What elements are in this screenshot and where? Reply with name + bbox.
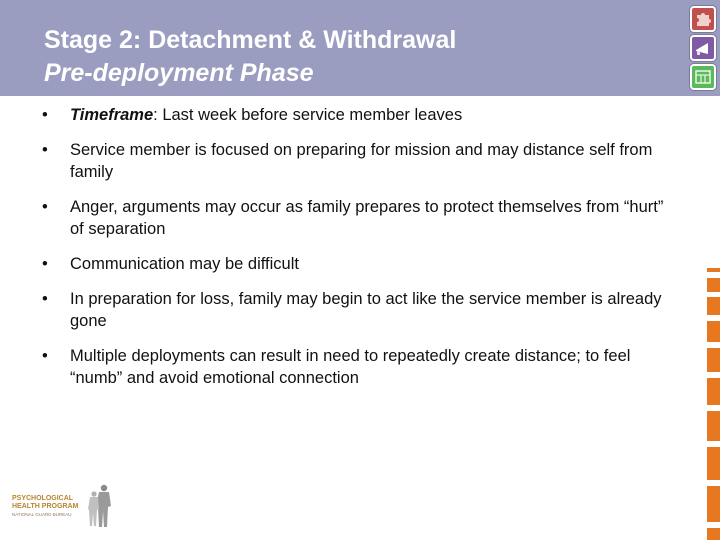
megaphone-icon — [694, 39, 712, 57]
bullet-text: Multiple deployments can result in need to repeatedly create distance; to feel “numb” and avoid emotional connection — [70, 347, 631, 387]
bullet-list — [40, 104, 680, 402]
bullet-text: Communication may be difficult — [70, 255, 299, 273]
side-bar-segment — [707, 447, 720, 480]
bullet-marker: • — [42, 347, 48, 365]
side-bar-segment — [707, 486, 720, 522]
program-logo — [12, 484, 116, 530]
back-nav-button[interactable] — [690, 35, 716, 61]
list-item — [40, 104, 680, 126]
side-bar-segment — [707, 348, 720, 372]
list-item — [40, 288, 680, 332]
bullet-marker: • — [42, 141, 48, 159]
side-bar-segment — [707, 411, 720, 441]
list-item — [40, 196, 680, 240]
bullet-text: Service member is focused on preparing for mission and may distance self from family — [70, 141, 653, 181]
side-bar-segment — [707, 528, 720, 540]
side-bar-segment — [707, 268, 720, 272]
soldier-silhouette-icon — [84, 484, 114, 528]
slide-subtitle: Pre-deployment Phase — [44, 59, 314, 87]
bullet-marker: • — [42, 255, 48, 273]
bullet-text: Anger, arguments may occur as family prepares to protect themselves from “hurt” of separation — [70, 198, 664, 238]
side-bar-segment — [707, 278, 720, 292]
list-item — [40, 139, 680, 183]
slide-title: Stage 2: Detachment & Withdrawal — [44, 26, 457, 54]
bullet-text: In preparation for loss, family may begin to act like the service member is already gone — [70, 290, 662, 330]
bullet-text: : Last week before service member leaves — [153, 106, 463, 124]
side-bar-segment — [707, 378, 720, 405]
bullet-emphasis: Timeframe — [70, 106, 154, 124]
logo-line1: PSYCHOLOGICAL — [12, 495, 74, 502]
bullet-marker: • — [42, 106, 48, 124]
list-item — [40, 253, 680, 275]
grid-icon — [694, 68, 712, 86]
side-bar-segment — [707, 321, 720, 342]
home-nav-button[interactable] — [690, 6, 716, 32]
title-banner — [0, 0, 720, 96]
menu-nav-button[interactable] — [690, 64, 716, 90]
bullet-marker: • — [42, 290, 48, 308]
bullet-marker: • — [42, 198, 48, 216]
puzzle-icon — [694, 10, 712, 28]
side-bar-segment — [707, 297, 720, 315]
logo-line2: HEALTH PROGRAM — [12, 503, 79, 510]
logo-line3: NATIONAL GUARD BUREAU — [12, 512, 72, 517]
list-item — [40, 345, 680, 389]
